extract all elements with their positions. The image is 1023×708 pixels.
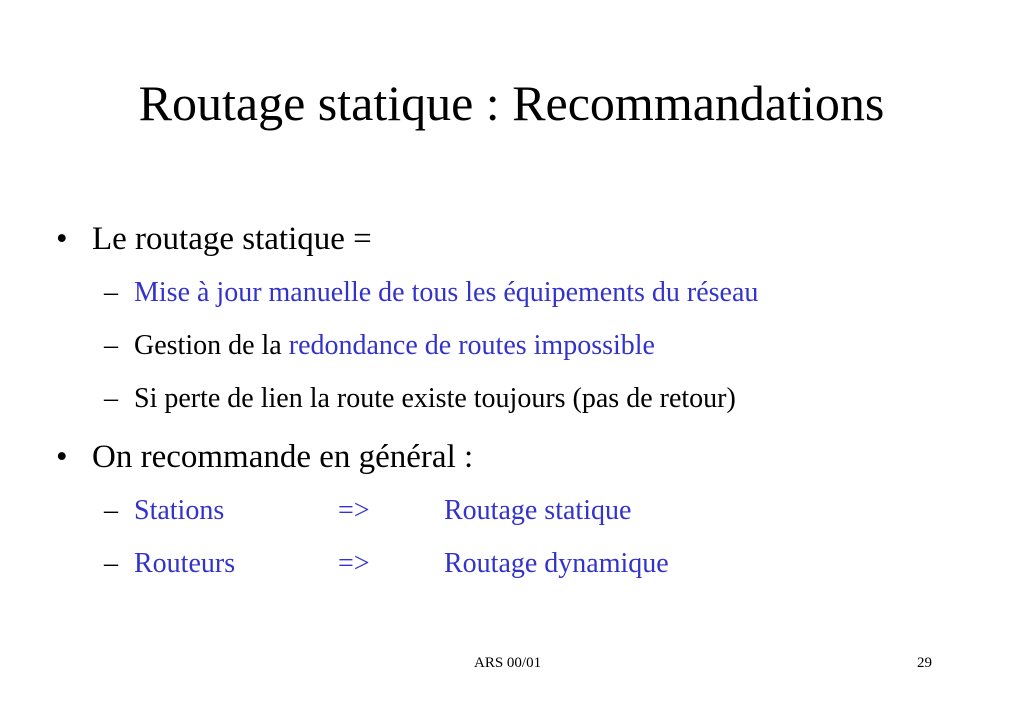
arrow-label: => <box>338 548 370 579</box>
dash-marker: – <box>104 277 118 308</box>
bullet-marker: • <box>56 439 68 475</box>
bullet-1 <box>56 219 372 259</box>
sub-item-prefix: Gestion de la <box>134 330 289 361</box>
sub-item-highlight: redondance de routes impossible <box>288 330 655 361</box>
method-label: Routage statique <box>444 495 632 526</box>
dash-marker: – <box>104 548 118 579</box>
device-label: Stations <box>134 495 225 526</box>
dash-marker: – <box>104 330 118 361</box>
sub-item-1-1 <box>104 276 758 310</box>
slide-title: Routage statique : Recommandations <box>138 75 885 131</box>
sub-item-1-2 <box>104 329 655 363</box>
bullet-text: On recommande en général : <box>92 439 474 475</box>
dash-marker: – <box>104 383 118 414</box>
sub-item-2-2 <box>104 547 669 581</box>
arrow-label: => <box>338 495 370 526</box>
bullet-text: Le routage statique = <box>92 221 372 257</box>
dash-marker: – <box>104 495 118 526</box>
sub-item-text: Si perte de lien la route existe toujours (pas de retour) <box>134 383 736 414</box>
sub-item-text: Mise à jour manuelle de tous les équipements du réseau <box>134 277 759 308</box>
bullet-2 <box>56 437 473 477</box>
device-label: Routeurs <box>134 548 236 579</box>
method-label: Routage dynamique <box>444 548 669 579</box>
footer-page-number: 29 <box>917 655 932 671</box>
sub-item-1-3 <box>104 382 736 416</box>
bullet-marker: • <box>56 221 68 257</box>
footer-course-label: ARS 00/01 <box>474 655 542 671</box>
sub-item-2-1 <box>104 494 631 528</box>
